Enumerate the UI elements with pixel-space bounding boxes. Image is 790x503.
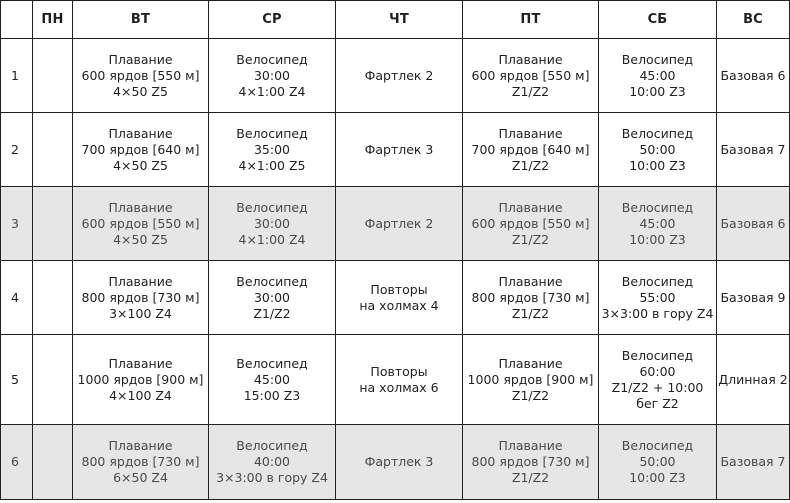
cell-sat	[599, 39, 717, 113]
cell-line: 45:00	[253, 371, 291, 387]
cell-line: 35:00	[253, 141, 291, 157]
cell-line: Велосипед	[621, 273, 694, 289]
cell-line: Велосипед	[621, 347, 694, 363]
cell-mon	[33, 425, 73, 500]
cell-line: Z1/Z2	[511, 387, 550, 403]
cell-thu	[336, 335, 463, 425]
cell-tue	[73, 261, 209, 335]
cell-tue	[73, 187, 209, 261]
cell-line: Велосипед	[621, 125, 694, 141]
cell-wed	[209, 113, 336, 187]
cell-line: Плавание	[108, 273, 173, 289]
header-fri: ПТ	[463, 1, 599, 39]
cell-line: 50:00	[639, 141, 676, 157]
cell-line: Плавание	[498, 273, 563, 289]
cell-line: 40:00	[253, 454, 291, 469]
cell-line: на холмах 4	[359, 297, 439, 313]
cell-line: 700 ярдов [640 м]	[471, 141, 590, 157]
table-row	[1, 113, 790, 187]
cell-line: 600 ярдов [550 м]	[471, 67, 590, 83]
cell-line: Плавание	[498, 199, 563, 215]
cell-line: Велосипед	[621, 199, 694, 215]
header-row	[1, 1, 790, 39]
cell-line: Плавание	[108, 199, 173, 215]
cell-line: 30:00	[253, 215, 291, 231]
cell-tue	[73, 39, 209, 113]
cell-sun	[717, 113, 790, 187]
week-number: 5	[1, 335, 33, 425]
cell-line: Z1/Z2 + 10:00	[611, 379, 704, 395]
cell-line: Длинная 2	[718, 371, 788, 387]
cell-fri	[463, 39, 599, 113]
cell-sun	[717, 335, 790, 425]
cell-line: 800 ярдов [730 м]	[81, 289, 200, 305]
cell-line: Плавание	[108, 51, 173, 67]
cell-thu	[336, 113, 463, 187]
table-row	[1, 425, 790, 500]
cell-line: 3×3:00 в гору Z4	[216, 470, 328, 485]
cell-line: 45:00	[639, 215, 676, 231]
cell-line: Фартлек 2	[364, 215, 434, 231]
cell-line: 4×50 Z5	[113, 231, 168, 247]
cell-sat	[599, 187, 717, 261]
week-number: 6	[1, 425, 33, 500]
cell-line: Плавание	[498, 51, 563, 67]
cell-line: Базовая 6	[720, 215, 786, 231]
week-number: 4	[1, 261, 33, 335]
cell-line: Плавание	[108, 355, 173, 371]
cell-line: Базовая 7	[720, 141, 786, 157]
cell-line: Z1/Z2	[511, 305, 550, 321]
cell-line: 4×1:00 Z5	[238, 157, 306, 173]
table-row	[1, 335, 790, 425]
table-row	[1, 187, 790, 261]
cell-tue	[73, 425, 209, 500]
cell-wed	[209, 425, 336, 500]
cell-line: 3×3:00 в гору Z4	[601, 305, 714, 321]
cell-line: Велосипед	[621, 51, 694, 67]
cell-line: 600 ярдов [550 м]	[81, 215, 200, 231]
cell-line: Велосипед	[236, 199, 308, 215]
cell-line: 4×50 Z5	[113, 83, 168, 99]
header-sun: ВС	[717, 1, 790, 39]
cell-fri	[463, 335, 599, 425]
week-number: 2	[1, 113, 33, 187]
cell-mon	[33, 187, 73, 261]
cell-line: 6×50 Z4	[113, 470, 168, 485]
cell-line: 4×50 Z5	[113, 157, 168, 173]
cell-wed	[209, 261, 336, 335]
cell-line: 10:00 Z3	[629, 83, 686, 99]
cell-line: бег Z2	[636, 395, 679, 411]
cell-sun	[717, 425, 790, 500]
cell-fri	[463, 261, 599, 335]
cell-line: Z1/Z2	[253, 305, 291, 321]
week-number: 1	[1, 39, 33, 113]
cell-tue	[73, 335, 209, 425]
cell-line: 1000 ярдов [900 м]	[467, 371, 594, 387]
cell-sat	[599, 261, 717, 335]
cell-line: 800 ярдов [730 м]	[81, 454, 200, 469]
cell-line: Фартлек 3	[364, 141, 434, 157]
cell-line: Плавание	[498, 438, 563, 453]
header-sat: СБ	[599, 1, 717, 39]
cell-line: 800 ярдов [730 м]	[471, 289, 590, 305]
cell-line: Велосипед	[236, 51, 308, 67]
cell-mon	[33, 261, 73, 335]
cell-line: Плавание	[108, 125, 173, 141]
cell-line: 800 ярдов [730 м]	[471, 454, 590, 469]
cell-thu	[336, 39, 463, 113]
cell-line: Плавание	[498, 355, 563, 371]
cell-line: Базовая 7	[720, 454, 786, 469]
header-thu: ЧТ	[336, 1, 463, 39]
cell-sun	[717, 39, 790, 113]
cell-sat	[599, 113, 717, 187]
cell-wed	[209, 335, 336, 425]
cell-line: 50:00	[639, 454, 676, 469]
cell-line: 15:00 Z3	[243, 387, 301, 403]
cell-line: Z1/Z2	[511, 231, 550, 247]
cell-line: 30:00	[253, 67, 291, 83]
cell-line: 600 ярдов [550 м]	[81, 67, 200, 83]
cell-line: Велосипед	[236, 438, 308, 453]
cell-line: Велосипед	[621, 438, 694, 453]
cell-fri	[463, 113, 599, 187]
cell-sun	[717, 261, 790, 335]
cell-line: Базовая 9	[720, 289, 786, 305]
cell-mon	[33, 113, 73, 187]
cell-tue	[73, 113, 209, 187]
cell-sun	[717, 187, 790, 261]
cell-line: Z1/Z2	[511, 157, 550, 173]
cell-line: 600 ярдов [550 м]	[471, 215, 590, 231]
cell-line: Велосипед	[236, 273, 308, 289]
cell-line: Велосипед	[236, 355, 308, 371]
cell-line: 4×100 Z4	[109, 387, 172, 403]
cell-sat	[599, 425, 717, 500]
cell-line: 4×1:00 Z4	[238, 83, 306, 99]
cell-mon	[33, 39, 73, 113]
cell-wed	[209, 187, 336, 261]
table-row	[1, 261, 790, 335]
cell-line: 3×100 Z4	[109, 305, 172, 321]
header-mon: ПН	[33, 1, 73, 39]
cell-line: Фартлек 2	[364, 67, 434, 83]
cell-line: 4×1:00 Z4	[238, 231, 306, 247]
cell-line: 60:00	[639, 363, 676, 379]
cell-line: 10:00 Z3	[629, 157, 686, 173]
table-row	[1, 39, 790, 113]
cell-line: Базовая 6	[720, 67, 786, 83]
cell-thu	[336, 425, 463, 500]
header-wed: СР	[209, 1, 336, 39]
cell-line: 1000 ярдов [900 м]	[77, 371, 204, 387]
cell-line: 55:00	[639, 289, 676, 305]
cell-line: Плавание	[108, 438, 173, 453]
cell-line: Фартлек 3	[364, 454, 434, 469]
cell-line: Плавание	[498, 125, 563, 141]
cell-line: Z1/Z2	[511, 470, 550, 485]
cell-sat	[599, 335, 717, 425]
cell-line: 45:00	[639, 67, 676, 83]
cell-thu	[336, 187, 463, 261]
cell-fri	[463, 425, 599, 500]
cell-line: Z1/Z2	[511, 83, 550, 99]
cell-line: 30:00	[253, 289, 291, 305]
cell-line: Повторы	[370, 363, 428, 379]
header-week-number	[1, 1, 33, 39]
week-number: 3	[1, 187, 33, 261]
cell-mon	[33, 335, 73, 425]
cell-thu	[336, 261, 463, 335]
cell-line: Повторы	[370, 281, 428, 297]
cell-line: 700 ярдов [640 м]	[81, 141, 200, 157]
cell-line: 10:00 Z3	[629, 470, 686, 485]
cell-wed	[209, 39, 336, 113]
cell-line: на холмах 6	[359, 379, 439, 395]
cell-line: 10:00 Z3	[629, 231, 686, 247]
header-tue: ВТ	[73, 1, 209, 39]
cell-fri	[463, 187, 599, 261]
cell-line: Велосипед	[236, 125, 308, 141]
